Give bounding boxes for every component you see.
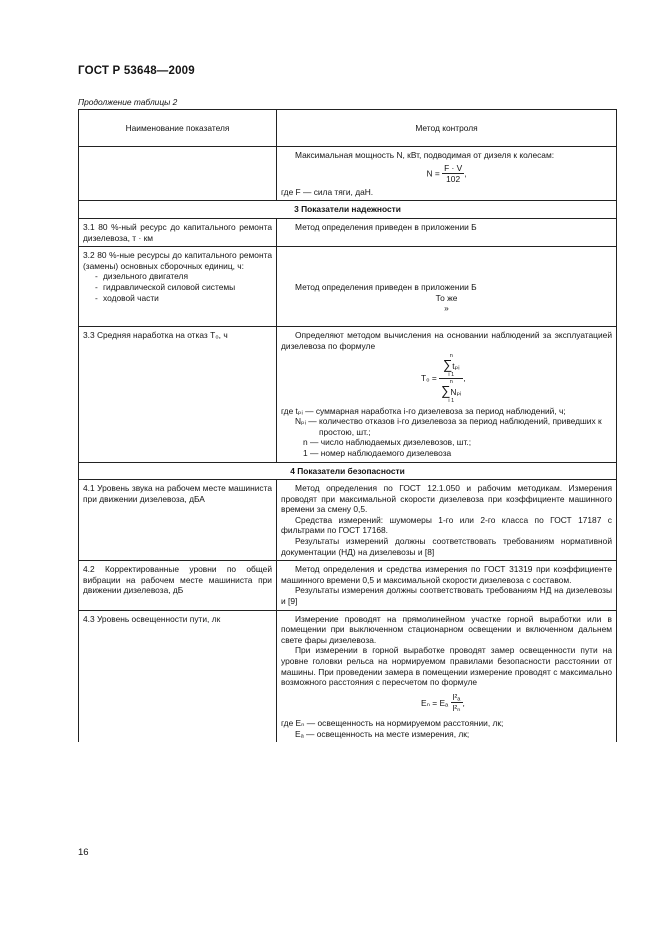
method-ditto: То же — [435, 292, 458, 303]
power-formula — [281, 161, 612, 187]
method-paragraph: Результаты измерения должны соответствовать требованиям НД на дизелевозы и [9] — [281, 585, 612, 607]
table-row — [79, 610, 617, 742]
mtbf-formula — [281, 351, 612, 405]
method-paragraph: Метод определения по ГОСТ 12.1.050 и рабочим методикам. Измерения проводят при максимальной скорости дизелевоза при коэффициенте машинного времени за смену 0,5. — [281, 483, 612, 515]
sum-upper-limit: n — [449, 353, 453, 360]
cell-indicator — [79, 247, 277, 327]
formula-numerator: l²ₐ — [451, 692, 463, 704]
sum-lower-limit: i 1 — [448, 371, 455, 378]
table-continuation-caption: Продолжение таблицы 2 — [78, 97, 178, 107]
cell-indicator: 4.2 Корректированные уровни по общей вибрации на рабочем месте машиниста при движении дизелевоза, дБ — [79, 561, 277, 610]
indicator-text: 3.2 80 %-ные ресурсы до капитального ремонта (замены) основных сборочных единиц, ч: — [83, 250, 272, 271]
legend-symbol: 1 — — [303, 447, 319, 458]
sigma-symbol: ∑ — [441, 382, 451, 398]
section-row — [79, 201, 617, 219]
formula-numerator — [439, 353, 463, 379]
list-item: - гидравлической силовой системы — [103, 282, 272, 293]
legend-text: освещенность на нормируемом расстоянии, лк; — [317, 717, 504, 728]
table-row — [79, 327, 617, 462]
legend-text: номер наблюдаемого дизелевоза — [320, 447, 452, 458]
denominator-term: Nₚᵢ — [450, 386, 462, 397]
list-item: - дизельного двигателя — [103, 271, 272, 282]
method-paragraph: Результаты измерений должны соответствовать требованиям нормативной документации (НД) на дизелевозы и [8] — [281, 536, 612, 557]
formula-denominator: 102 — [446, 174, 461, 185]
formula-lhs: N = — [426, 167, 440, 178]
method-paragraph: Измерение проводят на прямолинейном участке горной выработки или в помещении при выключенном стационарном освещении и включенном дальнем свете фары дизелевоза. — [281, 613, 612, 645]
numerator-term: tₚᵢ — [452, 361, 460, 372]
sum-lower-limit: i 1 — [448, 397, 455, 404]
cell-method — [277, 561, 617, 610]
formula-numerator: F · V — [444, 162, 463, 173]
formula-lhs: Eₙ = Eₐ — [421, 697, 449, 708]
col-header-method: Метод контроля — [277, 110, 617, 147]
legend-symbol: Eₐ — — [295, 728, 315, 739]
table-row — [79, 218, 617, 246]
legend-item — [281, 406, 612, 417]
method-intro: Определяют методом вычисления на основании наблюдений за эксплуатацией дизелевоза по формуле — [281, 330, 612, 351]
legend-item — [281, 448, 612, 459]
legend-symbol: где tₚᵢ — — [281, 405, 314, 416]
table-header-row — [79, 110, 617, 147]
legend-text: суммарная наработка i-го дизелевоза за период наблюдений, ч; — [315, 405, 566, 416]
legend-text: количество отказов i-го дизелевоза за период наблюдений, приведших к простою, шт.; — [318, 416, 602, 437]
formula-tail: , — [463, 373, 466, 384]
cell-method — [277, 247, 617, 327]
section-title-reliability: 3 Показатели надежности — [79, 201, 617, 219]
legend-symbol: Nₚᵢ — — [295, 416, 317, 427]
cell-method — [277, 480, 617, 561]
method-paragraph: Средства измерений: шумомеры 1-го или 2-го класса по ГОСТ 17187 с фильтрами по ГОСТ 17168. — [281, 514, 612, 536]
legend-text: число наблюдаемых дизелевозов, шт.; — [320, 437, 472, 448]
table-row — [79, 561, 617, 610]
legend-symbol: где Eₙ — — [281, 717, 316, 728]
col-header-indicator: Наименование показателя — [79, 110, 277, 147]
section-row — [79, 462, 617, 480]
cell-indicator: 3.3 Средняя наработка на отказ T₀, ч — [79, 327, 277, 462]
sum-upper-limit: n — [449, 378, 453, 385]
legend-item — [281, 718, 612, 729]
table-row — [79, 147, 617, 201]
legend-item — [281, 437, 612, 448]
legend-text: освещенность на месте измерения, лк; — [316, 728, 470, 739]
legend-item — [281, 416, 612, 437]
power-intro: Максимальная мощность N, кВт, подводимая от дизеля к колесам: — [295, 150, 555, 160]
cell-method — [277, 327, 617, 462]
formula-tail: , — [464, 167, 467, 178]
method-text: Метод определения приведен в приложении Б — [295, 282, 477, 293]
methods-table — [78, 109, 617, 742]
formula-tail: , — [462, 697, 465, 708]
cell-indicator: 4.3 Уровень освещенности пути, лк — [79, 610, 277, 742]
legend-item — [281, 729, 612, 740]
method-ditto-mark: » — [444, 303, 449, 314]
formula-denominator: l²ₙ — [452, 703, 461, 714]
table-row — [79, 247, 617, 327]
cell-indicator: 3.1 80 %-ный ресурс до капитального ремонта дизелевоза, т · км — [79, 218, 277, 246]
component-list — [83, 271, 272, 303]
formula-denominator — [439, 379, 463, 404]
formula-lhs: T₀ = — [421, 373, 437, 384]
legend-symbol: n — — [303, 437, 319, 448]
formula-fraction — [442, 162, 467, 185]
list-item: - ходовой части — [103, 293, 272, 304]
page-number: 16 — [78, 847, 89, 858]
illuminance-formula — [281, 688, 612, 718]
section-title-safety: 4 Показатели безопасности — [79, 462, 617, 480]
document-header: ГОСТ Р 53648—2009 — [78, 65, 195, 77]
formula-fraction — [451, 692, 463, 714]
sigma-symbol: ∑ — [443, 357, 453, 373]
power-legend: где F — сила тяги, даН. — [281, 186, 374, 197]
cell-method — [277, 147, 617, 201]
formula-fraction — [439, 353, 466, 404]
table-row — [79, 480, 617, 561]
cell-method: Метод определения приведен в приложении Б — [277, 218, 617, 246]
cell-indicator: 4.1 Уровень звука на рабочем месте машиниста при движении дизелевоза, дБА — [79, 480, 277, 561]
cell-empty — [79, 147, 277, 201]
method-paragraph: При измерении в горной выработке проводят замер освещенности пути на уровне головки рельса на нормируемом правилами безопасности расстоянии от машины. При проведении замера в помещении измерение проводят с максимально возможного расстояния с пересчетом по формуле — [281, 645, 612, 688]
cell-method — [277, 610, 617, 742]
method-paragraph: Метод определения и средства измерения по ГОСТ 31319 при коэффициенте машинного времени 0,5 и максимальной скорости дизелевоза с составом. — [281, 564, 612, 585]
